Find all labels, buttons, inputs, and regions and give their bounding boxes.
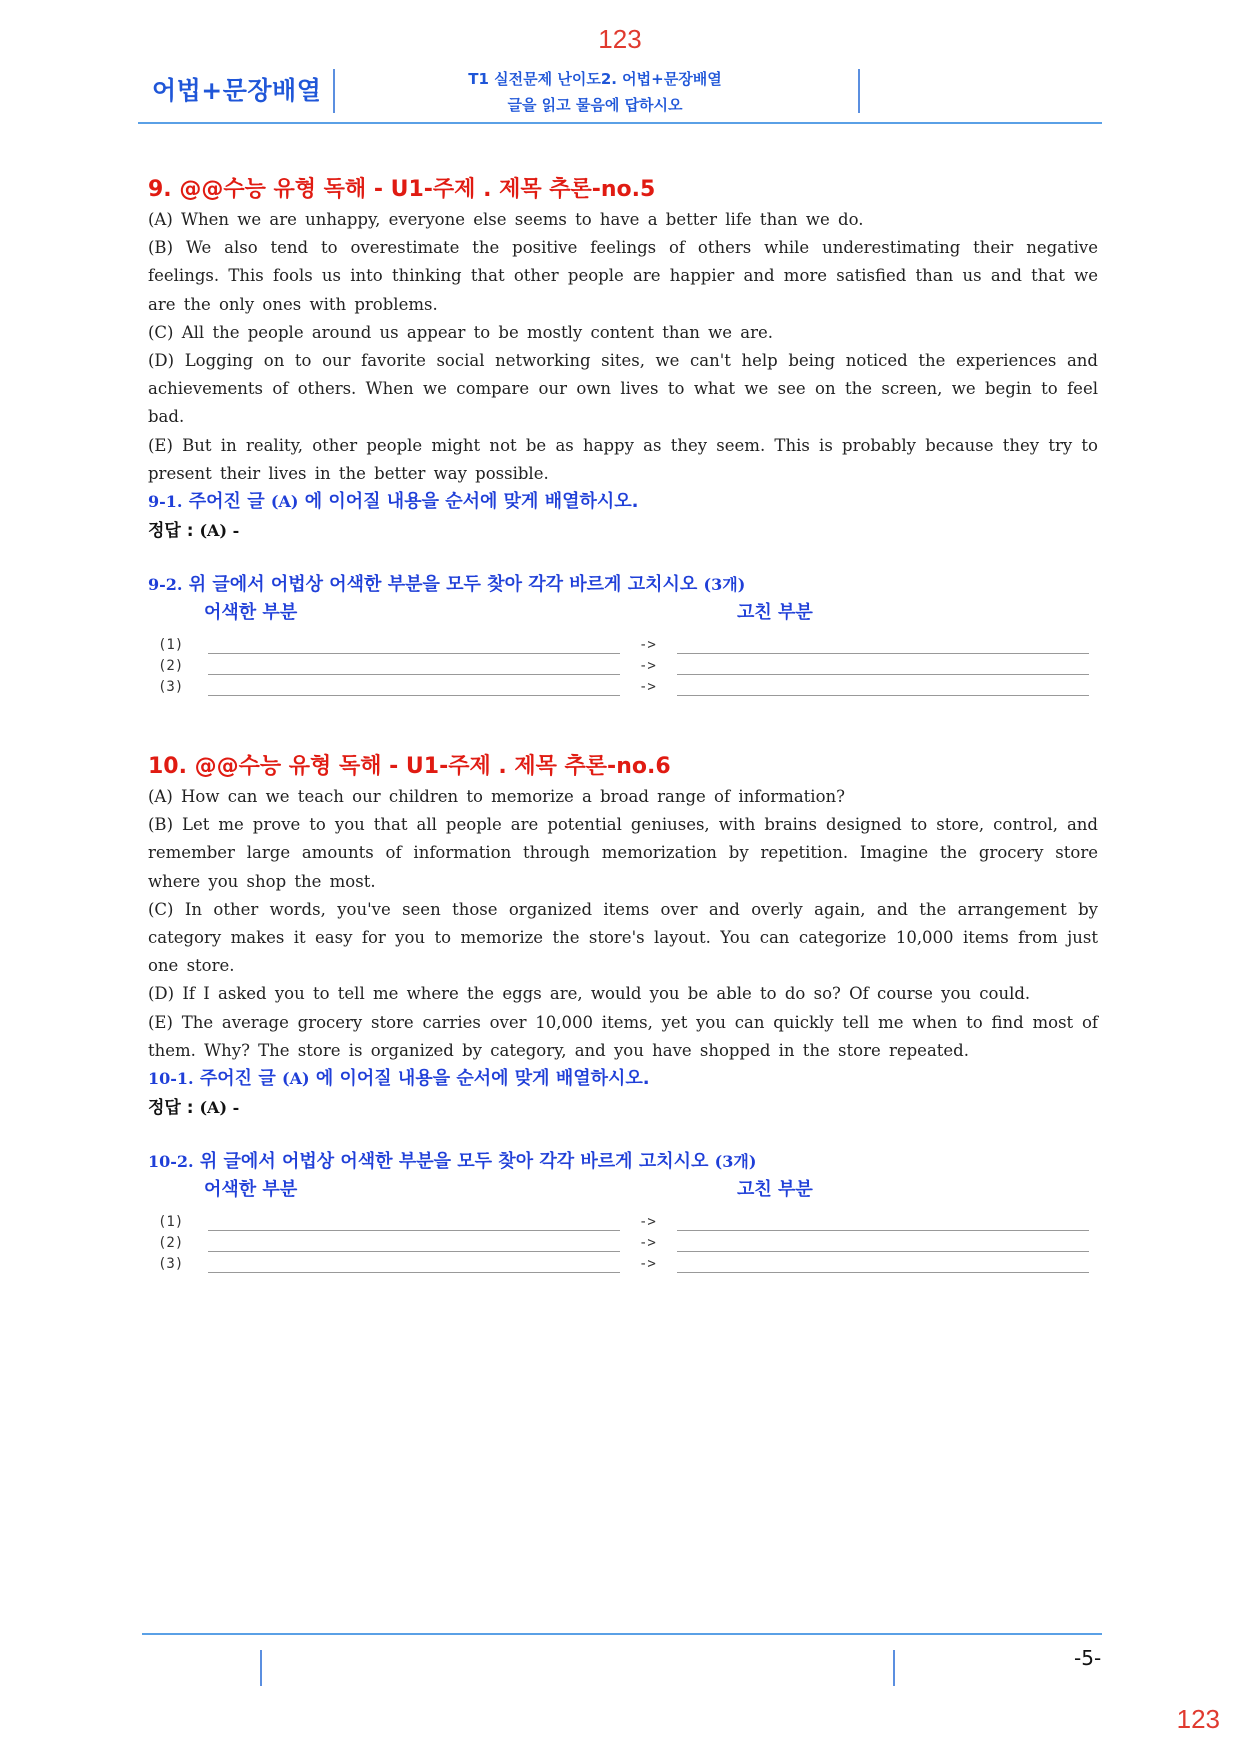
answer-value: (A) - bbox=[199, 1098, 240, 1117]
answer-label: 정답 : bbox=[148, 1098, 194, 1118]
wrong-part-blank[interactable] bbox=[208, 1251, 620, 1252]
header-subtitle-line1: T1 실전문제 난이도2. 어법+문장배열 bbox=[468, 70, 722, 88]
arrow-icon: -> bbox=[639, 637, 656, 653]
grammar-question bbox=[148, 570, 1098, 596]
order-question-post: 에 이어질 내용을 순서에 맞게 배열하시오. bbox=[304, 491, 639, 512]
header-rule bbox=[138, 122, 1102, 124]
arrow-icon: -> bbox=[639, 1256, 656, 1272]
page-code-bottom: 123 bbox=[1176, 1704, 1220, 1734]
row-number: (2) bbox=[158, 1235, 184, 1251]
order-question-number: 10-1. bbox=[148, 1069, 194, 1088]
passage-paragraph-a: (A) When we are unhappy, everyone else seems to have a better life than we do. bbox=[148, 210, 864, 229]
wrong-part-blank[interactable] bbox=[208, 1230, 620, 1231]
column-header-fixed: 고친 부분 bbox=[737, 1179, 813, 1200]
page-number: -5- bbox=[1074, 1646, 1102, 1670]
arrow-icon: -> bbox=[639, 1235, 656, 1251]
header-subtitle bbox=[334, 66, 856, 118]
passage bbox=[148, 206, 1098, 488]
grammar-question-count: (3개) bbox=[703, 575, 746, 594]
passage-paragraph-e: (E) But in reality, other people might not be as happy as they seem. This is probably because they try to present their lives in the better way possible. bbox=[148, 435, 1098, 483]
order-question-a: (A) bbox=[270, 492, 299, 511]
order-question-pre: 주어진 글 bbox=[199, 1068, 276, 1089]
wrong-part-blank[interactable] bbox=[208, 695, 620, 696]
passage-paragraph-c: (C) In other words, you've seen those organized items over and overly again, and the arrangement by category makes it easy for you to memorize the store's layout. You can categorize 10,000 items from just one store. bbox=[148, 899, 1098, 976]
answer-label: 정답 : bbox=[148, 521, 194, 541]
fixed-part-blank[interactable] bbox=[677, 674, 1089, 675]
row-number: (3) bbox=[158, 1256, 184, 1272]
passage-paragraph-c: (C) All the people around us appear to be mostly content than we are. bbox=[148, 322, 774, 342]
arrow-icon: -> bbox=[639, 658, 656, 674]
answer-line bbox=[148, 1093, 239, 1118]
footer-rule bbox=[142, 1633, 1102, 1635]
passage-paragraph-d: (D) If I asked you to tell me where the eggs are, would you be able to do so? Of course you could. bbox=[148, 984, 1031, 1004]
wrong-part-blank[interactable] bbox=[208, 674, 620, 675]
wrong-part-blank[interactable] bbox=[208, 1272, 620, 1273]
passage-paragraph-a: (A) How can we teach our children to memorize a broad range of information? bbox=[148, 787, 845, 806]
row-number: (2) bbox=[158, 658, 184, 674]
grammar-question-number: 9-2. bbox=[148, 575, 183, 594]
grammar-question-count: (3개) bbox=[714, 1152, 757, 1171]
footer-divider-left bbox=[260, 1650, 262, 1686]
question-title: 9. @@수능 유형 독해 - U1-주제 . 제목 추론-no.5 bbox=[148, 177, 656, 202]
passage-paragraph-e: (E) The average grocery store carries over 10,000 items, yet you can quickly tell me when to find most of them. Why? The store is organized by category, and you have shopped in the store repeated. bbox=[148, 1012, 1098, 1060]
correction-row bbox=[0, 679, 1240, 699]
grammar-question-number: 10-2. bbox=[148, 1152, 194, 1171]
column-header-fixed: 고친 부분 bbox=[737, 602, 813, 623]
correction-row bbox=[0, 637, 1240, 657]
grammar-question bbox=[148, 1147, 1098, 1173]
row-number: (3) bbox=[158, 679, 184, 695]
row-number: (1) bbox=[158, 1214, 184, 1230]
question-title: 10. @@수능 유형 독해 - U1-주제 . 제목 추론-no.6 bbox=[148, 754, 671, 779]
page-code-top: 123 bbox=[598, 24, 642, 54]
fixed-part-blank[interactable] bbox=[677, 1230, 1089, 1231]
header-subtitle-line2: 글을 읽고 물음에 답하시오 bbox=[507, 96, 683, 114]
fixed-part-blank[interactable] bbox=[677, 1272, 1089, 1273]
grammar-question-text: 위 글에서 어법상 어색한 부분을 모두 찾아 각각 바르게 고치시오 bbox=[188, 574, 698, 595]
header-title: 어법+문장배열 bbox=[152, 76, 322, 105]
answer-line bbox=[148, 516, 239, 541]
correction-row bbox=[0, 658, 1240, 678]
correction-row bbox=[0, 1214, 1240, 1234]
order-question bbox=[148, 1064, 1098, 1090]
order-question-number: 9-1. bbox=[148, 492, 183, 511]
arrow-icon: -> bbox=[639, 679, 656, 695]
correction-row bbox=[0, 1256, 1240, 1276]
passage bbox=[148, 783, 1098, 1065]
wrong-part-blank[interactable] bbox=[208, 653, 620, 654]
row-number: (1) bbox=[158, 637, 184, 653]
order-question-pre: 주어진 글 bbox=[188, 491, 265, 512]
header-divider-right bbox=[858, 69, 860, 113]
order-question bbox=[148, 487, 1098, 513]
order-question-a: (A) bbox=[282, 1069, 310, 1088]
order-question-post: 에 이어질 내용을 순서에 맞게 배열하시오. bbox=[315, 1068, 650, 1089]
fixed-part-blank[interactable] bbox=[677, 695, 1089, 696]
arrow-icon: -> bbox=[639, 1214, 656, 1230]
column-header-wrong: 어색한 부분 bbox=[204, 602, 298, 623]
fixed-part-blank[interactable] bbox=[677, 653, 1089, 654]
passage-paragraph-d: (D) Logging on to our favorite social networking sites, we can't help being noticed the experiences and achievements of others. When we compare our own lives to what we see on the screen, we begin to feel bad. bbox=[148, 351, 1098, 427]
correction-row bbox=[0, 1235, 1240, 1255]
column-header-wrong: 어색한 부분 bbox=[204, 1179, 298, 1200]
fixed-part-blank[interactable] bbox=[677, 1251, 1089, 1252]
answer-value: (A) - bbox=[199, 521, 240, 540]
passage-paragraph-b: (B) We also tend to overestimate the positive feelings of others while underestimating their negative feelings. This fools us into thinking that other people are happier and more satisfied than us and that we are the only ones with problems. bbox=[148, 238, 1098, 314]
footer-divider-right bbox=[893, 1650, 895, 1686]
passage-paragraph-b: (B) Let me prove to you that all people are potential geniuses, with brains designed to store, control, and remember large amounts of information through memorization by repetition. Imagine the grocery store where you shop the most. bbox=[148, 815, 1098, 891]
grammar-question-text: 위 글에서 어법상 어색한 부분을 모두 찾아 각각 바르게 고치시오 bbox=[199, 1151, 709, 1172]
